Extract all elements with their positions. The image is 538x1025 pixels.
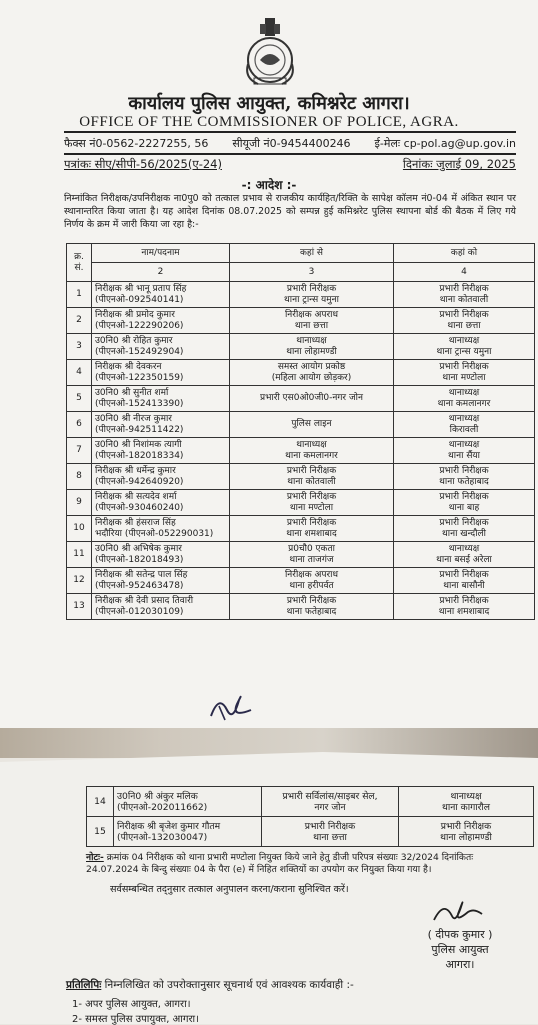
order-intro: निम्नांकित निरीक्षक/उपनिरीक्षक ना0पु0 को तत्काल प्रभाव से राजकीय कार्यहित/रिक्ति के सापेक्ष कॉलम नं0-04 में अंकित स्थान पर स्थानान्तरित किया जाता है। यह आदेश दिनांक 08.07.2025 को सम्पन्न हुई कमिश्नरेट पुलिस स्थापना बोर्ड की बैठक में लिए गये निर्णय के क्रम में जारी किया जा रहा है:- <box>64 193 516 230</box>
officer-pno: (पीएनओ-182018334) <box>95 450 184 461</box>
officer-cell <box>92 490 230 516</box>
from-station: थाना छत्ता <box>313 831 347 843</box>
from-station: (महिला आयोग छोड़कर) <box>271 372 352 383</box>
transfer-table-continued <box>86 786 534 847</box>
table-row <box>67 490 535 516</box>
from-post: प्रभारी निरीक्षक <box>304 820 356 832</box>
background-surface <box>0 728 538 758</box>
header-serial: क्र. सं. <box>67 244 92 282</box>
officer-cell <box>92 386 230 412</box>
to-post: प्रभारी निरीक्षक <box>439 465 489 476</box>
compliance-directive: सर्वसम्बन्धित तद्नुसार तत्काल अनुपालन करना/कराना सुनिश्चित करें। <box>110 884 349 895</box>
serial-number: 11 <box>67 542 92 568</box>
from-cell <box>230 438 394 464</box>
table-header-row <box>67 244 535 263</box>
officer-cell <box>92 412 230 438</box>
to-cell <box>394 594 535 620</box>
from-cell <box>230 360 394 386</box>
officer-cell <box>92 308 230 334</box>
to-post: थानाध्यक्ष <box>450 790 482 802</box>
officer-pno: (पीएनओ-952463478) <box>95 580 184 591</box>
to-post: प्रभारी निरीक्षक <box>439 361 489 372</box>
to-post: प्रभारी निरीक्षक <box>439 595 489 606</box>
officer-name: उ0नि0 श्री निशांमक त्यागी <box>95 439 182 450</box>
from-post: प्रभारी निरीक्षक <box>286 491 337 502</box>
officer-name: उ0नि0 श्री सुनीत शर्मा <box>95 387 169 398</box>
header-from: कहां से <box>230 244 394 263</box>
reference-line <box>64 157 516 172</box>
to-station: थाना सैंया <box>448 450 480 461</box>
to-post: थानाध्यक्ष <box>448 335 480 346</box>
to-cell <box>394 334 535 360</box>
officer-pno: (पीएनओ-122290206) <box>95 320 184 331</box>
officer-name: निरीक्षक श्री प्रमोद कुमार <box>95 309 175 320</box>
officer-pno: (पीएनओ-152413390) <box>95 398 184 409</box>
to-post: प्रभारी निरीक्षक <box>439 491 489 502</box>
serial-number: 3 <box>67 334 92 360</box>
to-station: थाना बाह <box>448 502 480 513</box>
serial-number: 10 <box>67 516 92 542</box>
office-title-english: OFFICE OF THE COMMISSIONER OF POLICE, AGRA. <box>79 114 459 130</box>
to-cell <box>394 542 535 568</box>
colnum-2: 2 <box>92 263 230 282</box>
to-cell <box>399 787 534 817</box>
officer-cell <box>92 282 230 308</box>
signatory-block <box>405 927 515 972</box>
to-station: किरावली <box>449 424 479 435</box>
to-cell <box>394 516 535 542</box>
commissioner-signature-icon <box>430 898 486 926</box>
to-station: थाना फतेहाबाद <box>439 476 489 487</box>
officer-name: उ0नि0 श्री अभिषेक कुमार <box>95 543 182 554</box>
officer-pno: (पीएनओ-942511422) <box>95 424 184 435</box>
serial-number: 7 <box>67 438 92 464</box>
officer-cell <box>92 464 230 490</box>
to-post: प्रभारी निरीक्षक <box>440 820 492 832</box>
copy-to-item: 1- अपर पुलिस आयुक्त, आगरा। <box>72 999 191 1010</box>
officer-cell <box>92 516 230 542</box>
from-cell <box>230 308 394 334</box>
table-row <box>67 542 535 568</box>
to-cell <box>394 360 535 386</box>
table-row <box>67 516 535 542</box>
officer-name: निरीक्षक श्री सतेन्द्र पाल सिंह <box>95 569 188 580</box>
from-cell <box>230 516 394 542</box>
table-row <box>67 334 535 360</box>
officer-name: निरीक्षक श्री देवी प्रसाद तिवारी <box>95 595 194 606</box>
officer-name: निरीक्षक श्री सत्यदेव शर्मा <box>95 491 177 502</box>
to-station: थाना बासौनी <box>443 580 485 591</box>
officer-cell <box>114 787 262 817</box>
serial-number: 6 <box>67 412 92 438</box>
table-row <box>67 412 535 438</box>
note-text: क्रमांक 04 निरीक्षक को थाना प्रभारी मण्टोला नियुक्त किये जाने हेतु डीजी परिपत्र संख्याः 32/2024 दिनांकितः 24.07.2024 के बिन्दु संख्याः 04 के पैरा (e) में निहित शक्तियों का उपयोग कर नियुक्त किया गया है। <box>86 852 474 875</box>
serial-number: 12 <box>67 568 92 594</box>
note-paragraph <box>86 852 516 876</box>
from-post: निरीक्षक अपराध <box>284 309 339 320</box>
to-post: प्रभारी निरीक्षक <box>439 309 489 320</box>
officer-cell <box>92 594 230 620</box>
header-name: नाम/पदनाम <box>92 244 230 263</box>
copy-to-label: प्रतिलिपिः <box>66 979 102 991</box>
officer-cell <box>92 438 230 464</box>
table-row <box>67 464 535 490</box>
from-post: प्रभारी एस0ओ0जी0-नगर जोन <box>260 393 363 403</box>
copy-to-item: 2- समस्त पुलिस उपायुक्त, आगरा। <box>72 1014 199 1025</box>
colnum-4: 4 <box>394 263 535 282</box>
header-to: कहां को <box>394 244 535 263</box>
signatory-city: आगरा। <box>445 958 475 971</box>
from-cell <box>230 386 394 412</box>
officer-name: निरीक्षक श्री बृजेश कुमार गौतम <box>117 820 221 832</box>
initials-signature-icon <box>205 690 259 722</box>
officer-name: उ0नि0 श्री रोहित कुमार <box>95 335 173 346</box>
officer-cell <box>114 817 262 847</box>
signatory-designation: पुलिस आयुक्त <box>431 943 489 956</box>
table-row <box>67 438 535 464</box>
email-address: ई-मेलः cp-pol.ag@up.gov.in <box>374 136 516 150</box>
serial-number: 13 <box>67 594 92 620</box>
signatory-name: ( दीपक कुमार ) <box>427 928 493 941</box>
from-station: नगर जोन <box>314 801 346 813</box>
officer-pno: (पीएनओ-942640920) <box>95 476 184 487</box>
officer-pno: (पीएनओ-202011662) <box>117 801 208 813</box>
officer-name: निरीक्षक श्री धर्मेन्द्र कुमार <box>95 465 176 476</box>
from-station: थाना कमलानगर <box>285 450 338 461</box>
table-row <box>67 308 535 334</box>
from-post: समस्त आयोग प्रकोष्ठ <box>277 361 346 372</box>
to-post: थानाध्यक्ष <box>448 439 480 450</box>
to-post: थानाध्यक्ष <box>448 387 480 398</box>
transfer-table <box>66 243 535 620</box>
letter-number: पत्रांकः सीए/सीपी-56/2025(ए-24) <box>64 157 222 171</box>
to-station: थाना कोतवाली <box>439 294 489 305</box>
from-post: प्रभारी निरीक्षक <box>286 517 337 528</box>
table-row <box>67 360 535 386</box>
table-row <box>67 282 535 308</box>
to-post: प्रभारी निरीक्षक <box>439 283 489 294</box>
from-station: थाना लोहामण्डी <box>286 346 337 357</box>
to-station: थाना ट्रान्स यमुना <box>436 346 492 357</box>
to-station: थाना छत्ता <box>447 320 481 331</box>
to-post: प्रभारी निरीक्षक <box>439 517 489 528</box>
officer-name: उ0नि0 श्री नीरज कुमार <box>95 413 172 424</box>
cug-number: सीयूजी नं0-9454400246 <box>232 136 351 150</box>
note-label: नोटः- <box>86 852 104 863</box>
serial-number: 9 <box>67 490 92 516</box>
serial-number: 14 <box>87 787 114 817</box>
officer-pno: (पीएनओ-092540141) <box>95 294 184 305</box>
copy-to-heading <box>66 978 526 992</box>
colnum-3: 3 <box>230 263 394 282</box>
to-station: थाना मण्टोला <box>442 372 486 383</box>
serial-number: 15 <box>87 817 114 847</box>
to-cell <box>394 568 535 594</box>
from-station: थाना मण्टोला <box>289 502 334 513</box>
from-post: प्रभारी सर्विलांस/साइबर सेल, <box>282 790 378 802</box>
to-cell <box>394 282 535 308</box>
from-cell <box>230 542 394 568</box>
officer-cell <box>92 542 230 568</box>
to-cell <box>394 438 535 464</box>
table-colnum-row <box>67 263 535 282</box>
from-station: थाना कोतवाली <box>287 476 336 487</box>
from-post: प्रभारी निरीक्षक <box>286 465 337 476</box>
order-title: -: आदेश :- <box>241 178 297 192</box>
from-cell <box>230 568 394 594</box>
from-cell <box>230 490 394 516</box>
from-station: थाना छत्ता <box>294 320 329 331</box>
officer-cell <box>92 568 230 594</box>
officer-pno: (पीएनओ-930460240) <box>95 502 184 513</box>
copy-to-text: निम्नलिखित को उपरोक्तानुसार सूचनार्थ एवं आवश्यक कार्यवाही :- <box>101 979 354 991</box>
serial-number: 8 <box>67 464 92 490</box>
to-cell <box>394 386 535 412</box>
to-post: थानाध्यक्ष <box>448 413 480 424</box>
officer-pno: (पीएनओ-012030109) <box>95 606 184 617</box>
from-station: थाना फतेहाबाद <box>286 606 337 617</box>
officer-cell <box>92 334 230 360</box>
officer-name: निरीक्षक श्री भानू प्रताप सिंह <box>95 283 187 294</box>
officer-pno: (पीएनओ-182018493) <box>95 554 184 565</box>
from-post: थानाध्यक्ष <box>296 335 327 346</box>
from-station: थाना हरीपर्वत <box>289 580 334 591</box>
serial-number: 1 <box>67 282 92 308</box>
to-cell <box>394 490 535 516</box>
officer-pno: (पीएनओ-132030047) <box>117 831 208 843</box>
officer-pno: (पीएनओ-122350159) <box>95 372 184 383</box>
officer-name: निरीक्षक श्री देवकरन <box>95 361 162 372</box>
contact-bar <box>64 131 516 155</box>
from-cell <box>262 787 399 817</box>
to-cell <box>394 412 535 438</box>
officer-name: उ0नि0 श्री अंकुर मलिक <box>117 790 198 802</box>
to-station: थाना खन्दौली <box>442 528 486 539</box>
officer-pno: भदौरिया (पीएनओ-052290031) <box>95 528 214 539</box>
table-row <box>87 817 534 847</box>
to-cell <box>399 817 534 847</box>
to-station: थाना लोहामण्डी <box>440 831 492 843</box>
officer-pno: (पीएनओ-152492904) <box>95 346 184 357</box>
to-post: थानाध्यक्ष <box>448 543 480 554</box>
to-cell <box>394 464 535 490</box>
to-cell <box>394 308 535 334</box>
from-cell <box>230 412 394 438</box>
up-police-emblem-icon <box>238 14 302 90</box>
office-title-hindi: कार्यालय पुलिस आयुक्त, कमिश्नरेट आगरा। <box>128 93 410 114</box>
from-cell <box>230 282 394 308</box>
table-row <box>87 787 534 817</box>
letter-date: दिनांकः जुलाई 09, 2025 <box>402 157 516 171</box>
officer-name: निरीक्षक श्री हंसराज सिंह <box>95 517 176 528</box>
from-cell <box>230 334 394 360</box>
from-cell <box>262 817 399 847</box>
from-station: थाना शमशाबाद <box>286 528 337 539</box>
to-post: प्रभारी निरीक्षक <box>439 569 489 580</box>
serial-number: 4 <box>67 360 92 386</box>
to-station: थाना कमलानगर <box>437 398 491 409</box>
table-row <box>67 386 535 412</box>
from-post: पुलिस लाइन <box>291 419 332 429</box>
fax-number: फैक्स नं0-0562-2227255, 56 <box>64 136 209 150</box>
from-post: प्रभारी निरीक्षक <box>286 283 337 294</box>
from-post: निरीक्षक अपराध <box>284 569 339 580</box>
table-row <box>67 568 535 594</box>
from-post: प्रभारी निरीक्षक <box>286 595 337 606</box>
from-post: थानाध्यक्ष <box>296 439 327 450</box>
from-station: थाना ताजगंज <box>289 554 334 565</box>
from-cell <box>230 594 394 620</box>
officer-cell <box>92 360 230 386</box>
serial-number: 2 <box>67 308 92 334</box>
serial-number: 5 <box>67 386 92 412</box>
from-station: थाना ट्रान्स यमुना <box>284 294 339 305</box>
to-station: थाना शमशाबाद <box>438 606 490 617</box>
from-post: प्र0चौ0 एकता <box>288 543 335 554</box>
to-station: थाना बसई अरेला <box>436 554 492 565</box>
table-row <box>67 594 535 620</box>
to-station: थाना कागारौल <box>441 801 490 813</box>
from-cell <box>230 464 394 490</box>
